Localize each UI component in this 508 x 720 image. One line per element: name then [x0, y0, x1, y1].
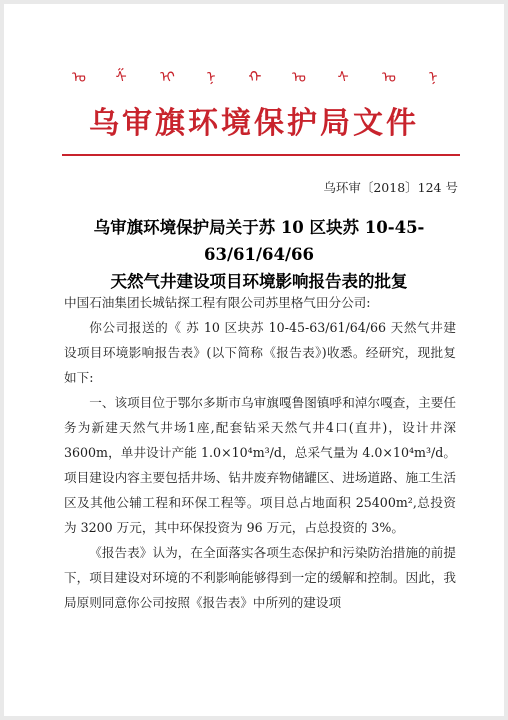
- document-page: [4, 4, 504, 716]
- header-red-rule: [62, 154, 460, 156]
- document-title: [64, 214, 454, 295]
- mongolian-glyph: ᠤ: [382, 68, 396, 86]
- document-title-line-1: 乌审旗环境保护局关于苏 10 区块苏 10-45-63/61/64/66: [93, 218, 425, 264]
- body-paragraph: 你公司报送的《 苏 10 区块苏 10-45-63/61/64/66 天然气井建设项目环境影响报告表》(以下简称《报告表》)收悉。经研究，现批复如下:: [64, 320, 456, 385]
- body-paragraph: 一、该项目位于鄂尔多斯市乌审旗嘎鲁图镇呼和淖尔嘎查，主要任务为新建天然气井场1座,配套钻采天然气井4口(直井)，设计井深 3600m，单井设计产能 1.0×10⁴m³/d，总采气量为 4.0×10⁴m³/d。项目建设内容主要包括井场、钻井废弃物储罐区、进场道路、施工生活区及其他公辅工程和环保工程等。项目总占地面积 25400m²,总投资为 3200 万元，其中环保投资为 96 万元，占总投资的 3%。: [64, 395, 456, 535]
- mongolian-glyph: ᠨ: [206, 68, 216, 86]
- mongolian-glyph: ᠤ: [72, 68, 86, 86]
- mongolian-glyph: ᠰ: [337, 68, 349, 86]
- mongolian-glyph: ᠨ: [428, 68, 438, 86]
- mongolian-script-header: [64, 66, 464, 90]
- agency-header-title: 乌审旗环境保护局文件: [89, 106, 419, 141]
- recipient-line: 中国石油集团长城钻探工程有限公司苏里格气田分公司:: [64, 295, 371, 310]
- document-body: [64, 290, 456, 615]
- mongolian-glyph: ᠬ: [248, 68, 262, 86]
- mongolian-glyph: ᠱ: [115, 68, 127, 86]
- document-title-line-2: 天然气井建设项目环境影响报告表的批复: [110, 272, 408, 291]
- mongolian-glyph: ᠣ: [292, 68, 306, 86]
- document-number: 乌环审〔2018〕124 号: [323, 180, 458, 195]
- mongolian-glyph: ᠢ: [160, 68, 175, 86]
- body-paragraph: 《报告表》认为，在全面落实各项生态保护和污染防治措施的前提下，项目建设对环境的不利影响能够得到一定的缓解和控制。因此，我局原则同意你公司按照《报告表》中所列的建设项: [64, 545, 456, 610]
